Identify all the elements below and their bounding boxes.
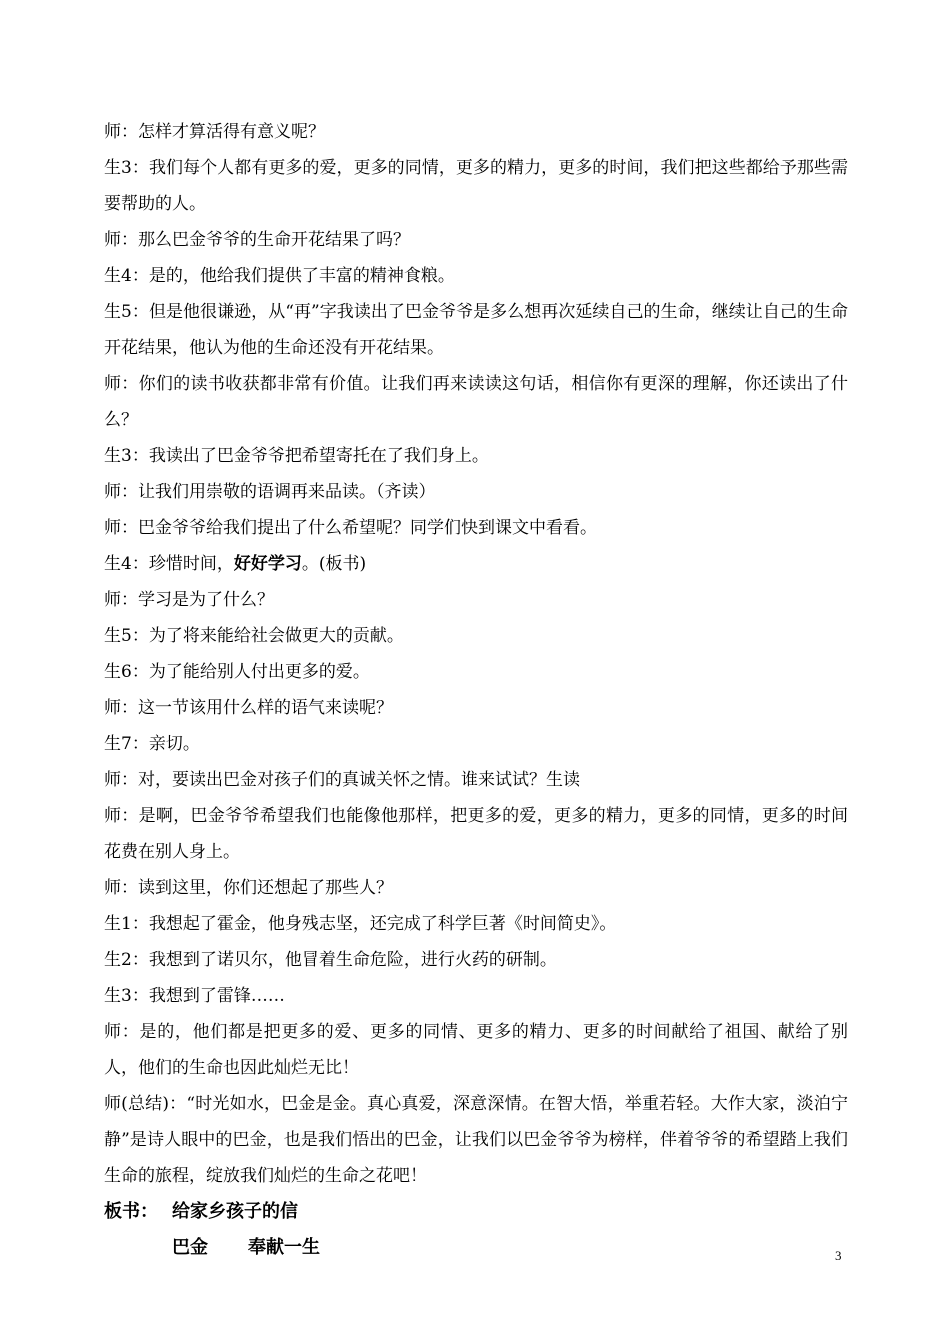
dialogue-line: 生5：为了将来能给社会做更大的贡献。 — [104, 626, 404, 646]
dialogue-line-board-note — [104, 546, 848, 582]
dialogue-line: 师：这一节该用什么样的语气来读呢？ — [104, 698, 393, 718]
board-content — [104, 1230, 848, 1266]
dialogue-line: 生2：我想到了诺贝尔，他冒着生命危险，进行火药的研制。 — [104, 950, 557, 970]
dialogue-line: 生3：我们每个人都有更多的爱，更多的同情，更多的精力，更多的时间，我们把这些都给予那些需要帮助的人。 — [104, 158, 848, 214]
board-name: 巴金 — [172, 1237, 208, 1258]
board-phrase: 奉献一生 — [248, 1237, 320, 1258]
dialogue-line: 生5：但是他很谦逊，从“再”字我读出了巴金爷爷是多么想再次延续自己的生命，继续让自己的生命开花结果，他认为他的生命还没有开花结果。 — [104, 302, 848, 358]
line-prefix: 生4：珍惜时间， — [104, 554, 234, 574]
dialogue-line: 师：你们的读书收获都非常有价值。让我们再来读读这句话，相信你有更深的理解，你还读出了什么？ — [104, 374, 848, 430]
dialogue-line: 师：是啊，巴金爷爷希望我们也能像他那样，把更多的爱，更多的精力，更多的同情，更多的时间花费在别人身上。 — [104, 806, 848, 862]
dialogue-line: 生3：我读出了巴金爷爷把希望寄托在了我们身上。 — [104, 446, 489, 466]
dialogue-line: 生3：我想到了雷锋…… — [104, 986, 285, 1006]
dialogue-line: 生1：我想起了霍金，他身残志坚，还完成了科学巨著《时间简史》。 — [104, 914, 617, 934]
line-suffix: 。(板书) — [301, 554, 367, 574]
dialogue-line: 师：学习是为了什么？ — [104, 590, 274, 610]
document-body — [104, 114, 848, 1266]
board-label: 板书： — [104, 1201, 158, 1222]
dialogue-line: 师：让我们用崇敬的语调再来品读。（齐读） — [104, 482, 436, 502]
board-heading — [104, 1194, 848, 1230]
dialogue-line: 师：是的，他们都是把更多的爱、更多的同情、更多的精力、更多的时间献给了祖国、献给了别人，他们的生命也因此灿烂无比！ — [104, 1022, 848, 1078]
bold-keyword: 好好学习 — [233, 554, 302, 574]
dialogue-line: 师(总结)：“时光如水，巴金是金。真心真爱，深意深情。在智大悟，举重若轻。大作大家，淡泊宁静”是诗人眼中的巴金，也是我们悟出的巴金，让我们以巴金爷爷为榜样，伴着爷爷的希望踏上我们生命的旅程，绽放我们灿烂的生命之花吧！ — [104, 1094, 848, 1186]
dialogue-line: 师：读到这里，你们还想起了那些人？ — [104, 878, 393, 898]
dialogue-line: 师：那么巴金爷爷的生命开花结果了吗？ — [104, 230, 410, 250]
dialogue-line: 师：怎样才算活得有意义呢？ — [104, 122, 325, 142]
dialogue-line: 生4：是的，他给我们提供了丰富的精神食粮。 — [104, 266, 455, 286]
dialogue-line: 师：对，要读出巴金对孩子们的真诚关怀之情。谁来试试？生读 — [104, 770, 580, 790]
board-title: 给家乡孩子的信 — [172, 1201, 298, 1222]
dialogue-line: 师：巴金爷爷给我们提出了什么希望呢？同学们快到课文中看看。 — [104, 518, 597, 538]
dialogue-line: 生7：亲切。 — [104, 734, 200, 754]
page-number: 3 — [835, 1248, 842, 1263]
dialogue-line: 生6：为了能给别人付出更多的爱。 — [104, 662, 370, 682]
